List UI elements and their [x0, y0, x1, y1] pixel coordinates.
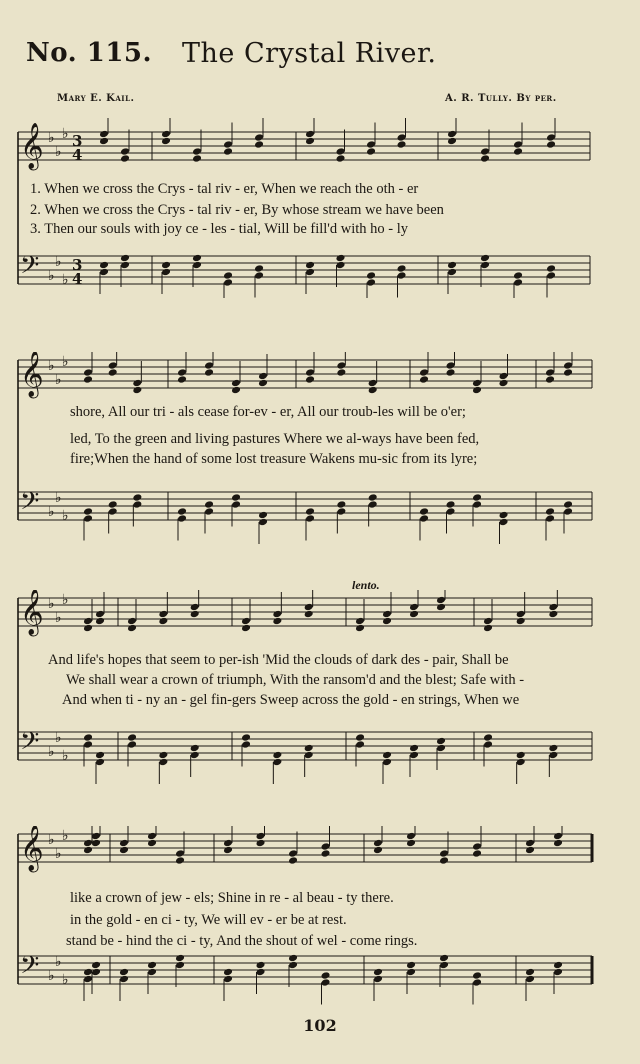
svg-text:𝄞: 𝄞	[20, 590, 44, 635]
svg-text:♭: ♭	[55, 490, 62, 506]
lyric-line-3: fire;When the hand of some lost treasure Wakens mu-sic from its lyre;	[70, 451, 478, 467]
svg-text:♭: ♭	[55, 372, 62, 388]
lyric-line-1: like a crown of jew - els; Shine in re - al beau - ty there.	[70, 890, 394, 906]
lyric-line-2: We shall wear a crown of triumph, With the ransom'd and the blest; Safe with -	[66, 672, 525, 688]
svg-text:♭: ♭	[48, 744, 55, 760]
svg-text:𝄢: 𝄢	[20, 951, 40, 986]
svg-text:4: 4	[72, 270, 83, 288]
svg-text:♭: ♭	[55, 954, 62, 970]
svg-text:3: 3	[72, 256, 83, 274]
svg-text:♭: ♭	[48, 596, 55, 612]
svg-text:♭: ♭	[55, 610, 62, 626]
svg-text:♭: ♭	[55, 730, 62, 746]
music-system-1	[0, 118, 640, 298]
tempo-marking: lento.	[352, 578, 380, 592]
lyric-line-3: And when ti - ny an - gel fin-gers Sweep across the gold - en strings, When we	[62, 692, 520, 708]
svg-text:♭: ♭	[62, 354, 69, 370]
svg-text:𝄢: 𝄢	[20, 487, 40, 522]
svg-text:𝄞: 𝄞	[20, 352, 44, 397]
music-system-3	[0, 578, 640, 790]
lyric-line-3: 3. Then our souls with joy ce - les - tial, Will be fill'd with ho - ly	[30, 221, 409, 237]
page-number: 102	[303, 1016, 337, 1035]
svg-text:♭: ♭	[62, 592, 69, 608]
lyric-line-1: And life's hopes that seem to per-ish 'Mid the clouds of dark des - pair, Shall be	[48, 652, 509, 668]
svg-text:𝄞: 𝄞	[20, 826, 44, 871]
lyric-line-1: shore, All our tri - als cease for-ev - er, All our troub-les will be o'er;	[70, 404, 466, 420]
svg-text:♭: ♭	[62, 972, 69, 988]
svg-text:𝄢: 𝄢	[20, 727, 40, 762]
svg-text:♭: ♭	[62, 272, 69, 288]
composer-credit: A. R. Tully. By per.	[445, 93, 557, 104]
music-system-2	[0, 352, 640, 552]
staff-notation-image	[0, 590, 640, 790]
hymn-title: The Crystal River.	[182, 38, 437, 69]
lyric-line-2: 2. When we cross the Crys - tal riv - er, By whose stream we have been	[30, 202, 444, 218]
svg-text:♭: ♭	[48, 130, 55, 146]
svg-text:3: 3	[72, 132, 83, 150]
svg-text:♭: ♭	[62, 828, 69, 844]
svg-text:♭: ♭	[48, 968, 55, 984]
svg-text:♭: ♭	[55, 254, 62, 270]
lyric-line-1: 1. When we cross the Crys - tal riv - er, When we reach the oth - er	[30, 181, 419, 197]
music-system-4	[0, 826, 640, 1016]
svg-text:♭: ♭	[55, 144, 62, 160]
lyric-line-2: in the gold - en ci - ty, We will ev - er be at rest.	[70, 912, 347, 928]
svg-text:♭: ♭	[62, 748, 69, 764]
svg-text:♭: ♭	[48, 832, 55, 848]
hymn-number: No. 115.	[26, 38, 153, 68]
svg-text:♭: ♭	[62, 126, 69, 142]
svg-text:♭: ♭	[55, 846, 62, 862]
svg-text:𝄞: 𝄞	[20, 123, 44, 169]
svg-text:♭: ♭	[48, 504, 55, 520]
svg-text:♭: ♭	[62, 508, 69, 524]
svg-text:♭: ♭	[48, 268, 55, 284]
svg-text:4: 4	[72, 146, 83, 164]
lyricist-credit: Mary E. Kail.	[57, 93, 135, 104]
lyric-line-2: led, To the green and living pastures Where we al-ways have been fed,	[70, 431, 480, 447]
lyric-line-3: stand be - hind the ci - ty, And the shout of wel - come rings.	[66, 933, 418, 949]
svg-text:♭: ♭	[48, 358, 55, 374]
svg-text:𝄢: 𝄢	[20, 251, 40, 286]
